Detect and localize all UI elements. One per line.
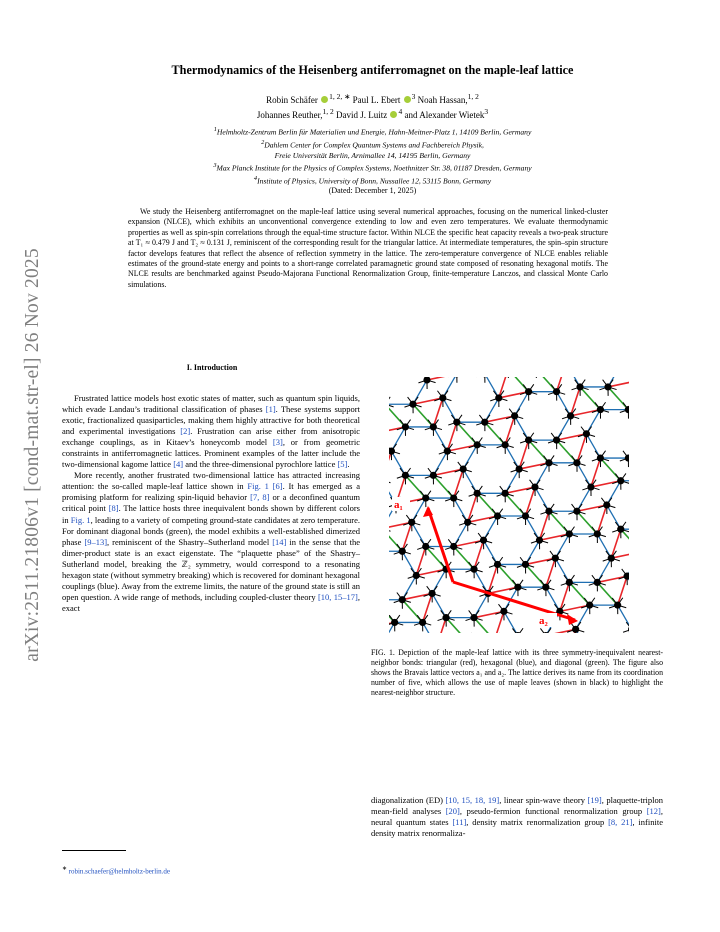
right-column-text bbox=[371, 795, 663, 839]
author-list bbox=[60, 91, 685, 121]
body-text: , infinite density matrix renormaliza- bbox=[371, 817, 663, 839]
body-text: . It has emerged as a promising platform for realizing spin-liquid behavior bbox=[62, 481, 361, 503]
citation-link[interactable]: [12] bbox=[646, 806, 661, 817]
lattice-site bbox=[545, 508, 552, 515]
triangular-bond bbox=[597, 576, 627, 582]
lattice-site bbox=[439, 394, 446, 401]
author-name: and Alexander Wietek bbox=[404, 110, 485, 120]
citation-link[interactable]: [4] bbox=[173, 459, 184, 470]
lattice-site bbox=[617, 477, 624, 484]
affiliation-marker: 1 bbox=[213, 126, 217, 133]
figure-caption: FIG. 1. Depiction of the maple-leaf lattice with its three symmetry-inequivalent nearest-neighbor bonds: triangular (red), hexagonal (blue), and diagonal (green). The figure also shows the Bravais lattice vectors a₁ and a₂. The lattice derives its name from its coordination number of five, which allows the use of maple leaves (shown in black) to highlight the nearest-neighbor structure. bbox=[371, 648, 663, 697]
lattice-site bbox=[470, 614, 477, 621]
arxiv-identifier-stamp bbox=[12, 210, 54, 700]
lattice-site bbox=[470, 566, 477, 573]
lattice-site bbox=[391, 619, 398, 626]
author-affiliation-marker: 3 bbox=[484, 107, 489, 116]
lattice-site bbox=[525, 437, 532, 444]
body-text: in the sense that the dimer-product state is an exact eigenstate. The “plaquette phase” of the Shastry–Sutherland model, breaking the ℤ₂ symmetry, would correspond to a resonating hexagon state (without symmetry breaking) which is recovered for dominant hexagonal couplings (blue). Away from the extreme limits, the nature of the ground state is still an open question. A wide range of methods, including coupled-cluster theory bbox=[62, 536, 360, 602]
lattice-site bbox=[614, 602, 621, 609]
triangular-bond bbox=[546, 558, 555, 587]
author-name: Paul L. Ebert bbox=[352, 95, 401, 105]
diagonal-bond bbox=[474, 618, 494, 633]
a1-label: a₁ bbox=[394, 499, 403, 511]
body-text: , pseudo-fermion functional renormalization group bbox=[459, 806, 647, 817]
citation-link[interactable]: [14] bbox=[272, 536, 287, 547]
citation-link[interactable]: [9–13] bbox=[84, 536, 108, 547]
affiliation-marker: 3 bbox=[213, 161, 217, 169]
triangular-bond bbox=[474, 540, 483, 569]
body-text: , density matrix renormalization group bbox=[466, 817, 609, 828]
triangular-bond bbox=[571, 410, 601, 416]
diagonal-bond bbox=[621, 529, 629, 552]
triangular-bond bbox=[525, 558, 555, 564]
lattice-site bbox=[442, 614, 449, 621]
lattice-site bbox=[597, 454, 604, 461]
body-text: , reminiscent of the Shastry–Sutherland model bbox=[107, 536, 273, 547]
hexagonal-bond bbox=[628, 434, 629, 458]
triangular-bond bbox=[447, 445, 477, 451]
triangular-bond bbox=[591, 481, 621, 487]
orcid-icon[interactable] bbox=[321, 96, 328, 103]
author-name: Johannes Reuther, bbox=[256, 110, 323, 120]
citation-link[interactable]: [1] bbox=[265, 404, 276, 415]
lattice-site bbox=[567, 412, 574, 419]
lattice-site bbox=[586, 602, 593, 609]
triangular-bond bbox=[423, 593, 432, 622]
section-heading: I. Introduction bbox=[186, 363, 238, 372]
author-affiliation-marker: 3 bbox=[411, 92, 416, 101]
lattice-site bbox=[502, 441, 509, 448]
triangular-bond bbox=[454, 469, 463, 498]
lattice-site bbox=[566, 530, 573, 537]
triangular-bond bbox=[402, 593, 432, 599]
lattice-vector-a2-arrowhead bbox=[567, 614, 578, 625]
lattice-site bbox=[500, 608, 507, 615]
lattice-site bbox=[583, 430, 590, 437]
triangular-bond bbox=[416, 547, 425, 576]
lattice-site bbox=[597, 406, 604, 413]
affiliation-text: Helmholtz-Zentrum Berlin für Materialien und Energie, Hahn-Meitner-Platz 1, 14109 Berlin, Germany bbox=[216, 127, 532, 137]
lattice-site bbox=[408, 519, 415, 526]
lattice-site bbox=[495, 394, 502, 401]
lattice-site bbox=[531, 483, 538, 490]
abstract: We study the Heisenberg antiferromagnet on the maple-leaf lattice using several numerical approaches, focusing on the numerical linked-cluster expansion (NLCE), which exhibits an unconventional convergence extending to low and even zero temperatures. We evaluate thermodynamic properties as well as spin-spin correlations through the equal-time structure factor. Within NLCE the specific heat capacity reveals a two-peak structure at T₁ ≈ 0.479 J and T₂ ≈ 0.131 J, reminiscent of the corresponding result for the triangular lattice. At intermediate temperatures, the spin–spin structure factor develops features that reflect the absence of reflection symmetry in the lattice. The zero-temperature convergence of NLCE enables reliable estimates of the ground-state energy and points to a short-range correlated paramagnetic ground state composed of resonating hexagonal motifs. The NLCE results are benchmarked against Pseudo-Majorana Functional Renormalization Group, finite-temperature Lanczos, and classical Monte Carlo simulations. bbox=[128, 207, 608, 289]
diagonal-bond bbox=[446, 618, 466, 633]
lattice-site bbox=[389, 448, 395, 455]
author-line-2 bbox=[60, 106, 685, 121]
author-name: Robin Schäfer bbox=[266, 95, 318, 105]
body-text: and the three-dimensional pyrochlore lattice bbox=[183, 459, 338, 470]
a2-label: a₂ bbox=[539, 615, 548, 627]
lattice-site bbox=[460, 465, 467, 472]
lattice-site bbox=[624, 573, 629, 580]
lattice-site bbox=[604, 383, 611, 390]
triangular-bond bbox=[560, 605, 590, 611]
lattice-site bbox=[587, 483, 594, 490]
triangular-bond bbox=[485, 416, 515, 422]
body-text: . The lattice hosts three inequivalent bonds shown by different colors in bbox=[62, 503, 360, 525]
affiliation-line bbox=[60, 174, 685, 187]
lattice-site bbox=[422, 543, 429, 550]
lattice-site bbox=[594, 579, 601, 586]
affiliation-line bbox=[60, 161, 685, 174]
lattice-site bbox=[480, 537, 487, 544]
triangular-bond bbox=[447, 422, 456, 451]
lattice-site bbox=[536, 537, 543, 544]
citation-link[interactable]: Fig. 1 bbox=[70, 514, 91, 525]
author-line-1 bbox=[60, 91, 685, 106]
body-text: , neural quantum states bbox=[371, 806, 663, 828]
lattice-site bbox=[608, 555, 615, 562]
footnote-mark: ∗ bbox=[62, 866, 67, 872]
lattice-site bbox=[525, 388, 532, 395]
diagonal-bond bbox=[508, 377, 528, 392]
author-affiliation-marker: 1, 2, ∗ bbox=[329, 92, 351, 101]
paper-title: Thermodynamics of the Heisenberg antiferromagnet on the maple-leaf lattice bbox=[171, 63, 574, 77]
lattice-site bbox=[522, 512, 529, 519]
citation-link[interactable]: [20] bbox=[445, 806, 460, 817]
body-text: . These systems support exotic, fractionalized quasiparticles, making them highly attractive for both theoretical and experimental investigations bbox=[62, 404, 360, 437]
citation-link[interactable]: [10, 15–17] bbox=[317, 591, 358, 602]
triangular-bond bbox=[597, 505, 606, 534]
body-text: Frustrated lattice models host exotic states of matter, such as quantum spin liquids, which evade Landau’s traditional classification of phases bbox=[62, 393, 360, 415]
lattice-site bbox=[444, 448, 451, 455]
arxiv-id-text: arXiv:2511.21806v1 [cond-mat.str-el] 26 Nov 2025 bbox=[22, 248, 43, 662]
author-name: Noah Hassan, bbox=[417, 95, 468, 105]
lattice-site bbox=[430, 472, 437, 479]
citation-link[interactable]: [6] bbox=[272, 481, 283, 492]
citation-link[interactable]: Fig. 1 bbox=[247, 481, 269, 492]
lattice-site bbox=[566, 579, 573, 586]
author-affiliation-marker: 1, 2 bbox=[467, 92, 479, 101]
triangular-bond bbox=[468, 493, 477, 522]
lattice-site bbox=[573, 508, 580, 515]
citation-link[interactable]: [7, 8] bbox=[250, 492, 270, 503]
triangular-bond bbox=[474, 611, 504, 617]
orcid-icon[interactable] bbox=[404, 96, 411, 103]
affiliation-text: Max Planck Institute for the Physics of Complex Systems, Noethnitzer Str. 38, 01187 Dresden, Germany bbox=[216, 163, 532, 173]
lattice-site bbox=[514, 584, 521, 591]
citation-link[interactable]: [3] bbox=[272, 437, 283, 448]
body-text: , plaquette-triplon mean-field analyses bbox=[371, 795, 664, 817]
citation-link[interactable]: [5] bbox=[337, 459, 348, 470]
affiliation-text: Freie Universität Berlin, Arnimallee 14, 14195 Berlin, Germany bbox=[274, 150, 471, 160]
triangular-bond bbox=[519, 440, 528, 469]
lattice-site bbox=[594, 530, 601, 537]
triangular-bond bbox=[499, 392, 529, 398]
author-affiliation-marker: 1, 2 bbox=[322, 107, 334, 116]
lattice-site bbox=[450, 494, 457, 501]
lattice-site bbox=[453, 419, 460, 426]
body-text: , or from geometric constraints in antiferromagnetic lattices. Prominent examples of the latter include the two-dimensional kagome lattice bbox=[62, 437, 360, 470]
lattice-site bbox=[516, 465, 523, 472]
affiliation-line bbox=[60, 138, 685, 151]
body-text: , exact bbox=[62, 591, 360, 613]
body-text: , leading to a variety of competing ground-state candidates at zero temperature. For dominant diagonal bonds (green), the model exhibits a well-established dimerized phase bbox=[62, 514, 360, 547]
lattice-site bbox=[428, 590, 435, 597]
lattice-site bbox=[625, 454, 629, 461]
body-text: diagonalization (ED) bbox=[371, 795, 446, 805]
citation-link[interactable]: [8, 21] bbox=[608, 817, 633, 828]
footnote bbox=[62, 866, 170, 875]
citation-link[interactable]: [10, 15, 18, 19] bbox=[445, 795, 500, 805]
triangular-bond bbox=[577, 505, 607, 511]
maple-leaf-stroke bbox=[389, 480, 390, 483]
triangular-bond bbox=[628, 381, 629, 410]
lattice-bonds bbox=[389, 377, 629, 633]
orcid-icon[interactable] bbox=[390, 111, 397, 118]
citation-link[interactable]: [11] bbox=[452, 817, 467, 828]
lattice-site bbox=[409, 401, 416, 408]
triangular-bond bbox=[557, 434, 587, 440]
lattice-site bbox=[553, 388, 560, 395]
lattice-site bbox=[502, 490, 509, 497]
lattice-diagram bbox=[389, 377, 629, 633]
lattice-site bbox=[481, 419, 488, 426]
triangular-bond bbox=[591, 458, 600, 487]
author-name: David J. Luitz bbox=[335, 110, 388, 120]
maple-leaf-stroke bbox=[389, 529, 390, 532]
lattice-site bbox=[402, 472, 409, 479]
maple-leaf-stroke bbox=[389, 397, 390, 404]
lattice-site bbox=[474, 490, 481, 497]
diagonal-bond bbox=[536, 377, 556, 392]
affiliation-line bbox=[60, 125, 685, 138]
lattice-site bbox=[399, 596, 406, 603]
lattice-site bbox=[617, 526, 624, 533]
body-text: More recently, another frustrated two-dimensional lattice has attracted increasing attention: the so-called maple-leaf lattice shown in bbox=[62, 470, 360, 492]
hexagonal-bond bbox=[504, 611, 518, 633]
triangular-bond bbox=[505, 416, 514, 445]
triangular-bond bbox=[427, 377, 457, 380]
triangular-bond bbox=[525, 487, 534, 516]
lattice-site bbox=[572, 626, 579, 633]
triangular-bond bbox=[539, 534, 569, 540]
lattice-site bbox=[576, 383, 583, 390]
lattice-site bbox=[413, 572, 420, 579]
lattice-site bbox=[399, 548, 406, 555]
lattice-site bbox=[628, 626, 629, 633]
triangular-bond bbox=[433, 469, 463, 475]
lattice-site bbox=[450, 543, 457, 550]
citation-link[interactable]: [19] bbox=[587, 795, 602, 805]
body-text: or a deconfined quantum critical point bbox=[62, 492, 360, 514]
dated-line: (Dated: December 1, 2025) bbox=[328, 186, 417, 195]
lattice-site bbox=[603, 501, 610, 508]
affiliation-text: Institute of Physics, University of Bonn, Nussallee 12, 53115 Bonn, Germany bbox=[257, 176, 492, 186]
maple-leaf-lattice-figure bbox=[389, 377, 629, 633]
triangular-bond bbox=[402, 522, 411, 551]
intro-paragraph-2 bbox=[62, 470, 360, 614]
lattice-site bbox=[423, 377, 430, 384]
triangular-bond bbox=[468, 516, 498, 522]
footnote-email-link[interactable]: robin.schaefer@helmholtz-berlin.de bbox=[68, 867, 170, 876]
lattice-site bbox=[522, 561, 529, 568]
lattice-site bbox=[552, 555, 559, 562]
lattice-site bbox=[542, 584, 549, 591]
citation-link[interactable]: [2] bbox=[180, 426, 191, 437]
body-text: . Frustration can arise either from anisotropic exchange couplings, as in Kitaev’s honeycomb model bbox=[62, 426, 360, 448]
intro-paragraph-1 bbox=[62, 393, 360, 470]
triangular-bond bbox=[433, 398, 442, 427]
citation-link[interactable]: [8] bbox=[108, 503, 119, 514]
right-paragraph bbox=[371, 795, 663, 839]
triangular-bond bbox=[454, 540, 484, 546]
lattice-site bbox=[419, 619, 426, 626]
triangular-bond bbox=[611, 529, 620, 558]
lattice-site bbox=[422, 494, 429, 501]
triangular-bond bbox=[560, 582, 569, 611]
lattice-site bbox=[511, 412, 518, 419]
footnote-rule bbox=[62, 850, 126, 851]
triangular-bond bbox=[416, 569, 446, 575]
lattice-site bbox=[553, 437, 560, 444]
lattice-site bbox=[464, 519, 471, 526]
triangular-bond bbox=[539, 511, 548, 540]
triangular-bond bbox=[413, 398, 443, 404]
lattice-site bbox=[573, 459, 580, 466]
affiliation-text: Dahlem Center for Complex Quantum Systems and Fachbereich Physik, bbox=[264, 140, 484, 150]
body-text: , linear spin-wave theory bbox=[499, 795, 588, 805]
lattice-site bbox=[474, 441, 481, 448]
lattice-site bbox=[430, 423, 437, 430]
lattice-site bbox=[545, 459, 552, 466]
triangular-bond bbox=[519, 463, 549, 469]
affiliation-marker: 4 bbox=[253, 174, 258, 182]
triangular-bond bbox=[488, 587, 518, 593]
triangular-bond bbox=[618, 576, 627, 605]
lattice-site bbox=[402, 423, 409, 430]
affiliation-marker: 2 bbox=[261, 138, 265, 146]
body-text: . bbox=[347, 459, 350, 470]
lattice-site bbox=[494, 512, 501, 519]
lattice-site bbox=[494, 561, 501, 568]
triangular-bond bbox=[488, 564, 497, 593]
triangular-bond bbox=[577, 434, 586, 463]
hexagonal-bond bbox=[618, 605, 629, 629]
author-affiliation-marker: 4 bbox=[398, 107, 403, 116]
triangular-bond bbox=[571, 387, 580, 416]
affiliations bbox=[60, 125, 685, 187]
left-column-text bbox=[62, 393, 360, 614]
triangular-bond bbox=[505, 487, 535, 493]
affiliation-line bbox=[60, 151, 685, 161]
